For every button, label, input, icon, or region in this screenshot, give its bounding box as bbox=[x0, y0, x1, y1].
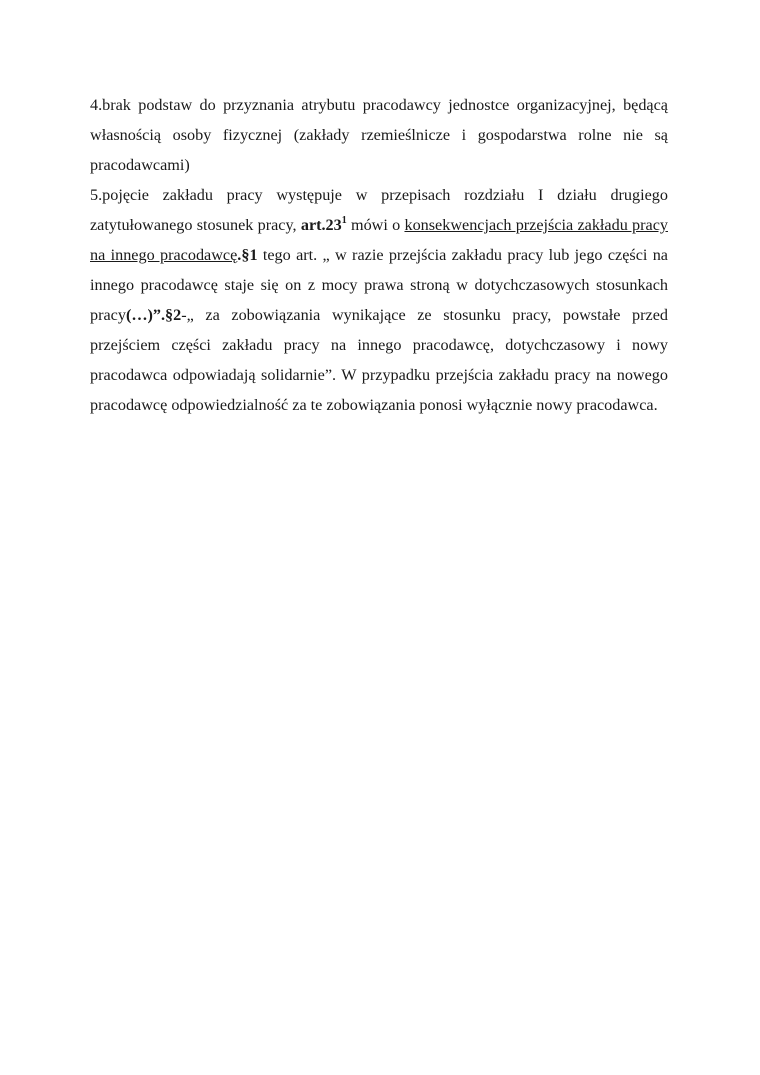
quote-2: -„ za zobowiązania wynikające ze stosunku pracy, powstałe przed przejściem części zakładu pracy na innego pracodawcę, dotychczasowy i nowy pracodawca odpowiadają solidarnie”. W przypadku przejścia zakładu pracy na nowego pracodawcę odpowiedzialność za te zobowiązania ponosi wyłącznie nowy pracodawca. bbox=[90, 306, 668, 414]
document-body bbox=[90, 90, 668, 420]
quote-1: tego art. „ w razie przejścia zakładu pracy lub jego części na innego pracodawcę staje się on z mocy prawa stroną w dotychczasowych stosunkach pracy bbox=[90, 246, 668, 324]
paragraph-5-mowi: mówi o bbox=[346, 216, 405, 234]
paragraph-5-intro: 5.pojęcie zakładu pracy występuje w przepisach rozdziału I działu drugiego zatytułowanego stosunek pracy, bbox=[90, 186, 668, 234]
section-1-reference: .§1 bbox=[237, 246, 258, 264]
article-superscript: 1 bbox=[341, 214, 347, 226]
paragraph-4: 4.brak podstaw do przyznania atrybutu pracodawcy jednostce organizacyjnej, będącą własnością osoby fizycznej (zakłady rzemieślnicze i gospodarstwa rolne nie są pracodawcami) bbox=[90, 96, 668, 174]
paragraph-5 bbox=[90, 180, 668, 420]
section-2-reference: (…)”.§2 bbox=[125, 306, 182, 324]
article-reference: $art.23^1$ bbox=[300, 214, 347, 234]
underlined-phrase: konsekwencjach przejścia zakładu pracy na innego pracodawcę bbox=[90, 216, 668, 264]
